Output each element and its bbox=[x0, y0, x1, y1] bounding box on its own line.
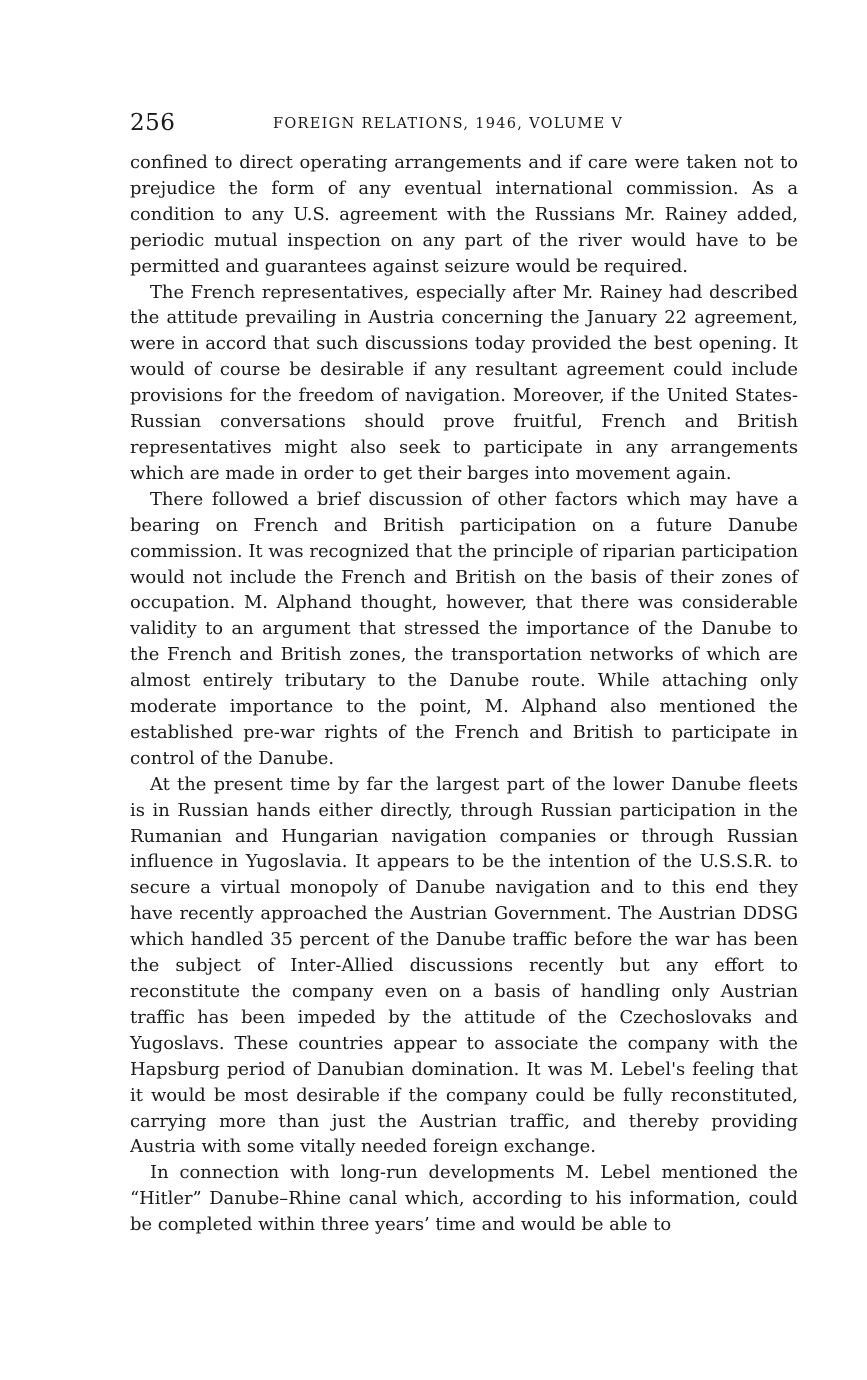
running-title: FOREIGN RELATIONS, 1946, VOLUME V bbox=[273, 116, 624, 132]
page-number: 256 bbox=[130, 110, 176, 136]
paragraph-3: There followed a brief discussion of other factors which may have a bearing on French and British participation on a future Danube commission. It was recognized that the principle of riparian participation would not include the French and British on the basis of their zones of occupation. M. Alphand thought, however, that there was considerable validity to an argument that stressed the importance of the Danube to the French and British zones, the transportation networks of which are almost entirely tributary to the Danube route. While attaching only moderate importance to the point, M. Alphand also mentioned the established pre-war rights of the French and British to participate in control of the Danube. bbox=[130, 488, 798, 769]
paragraph-5: In connection with long-run developments M. Lebel mentioned the “Hitler” Danube–Rhine canal which, according to his information, could be completed within three years’ time and would be able to bbox=[130, 1162, 798, 1236]
paragraph-2: The French representatives, especially after Mr. Rainey had described the attitude prevailing in Austria concerning the January 22 agreement, were in accord that such discussions today provided the best opening. It would of course be desirable if any resultant agreement could include provisions for the freedom of navigation. Moreover, if the United States-Russian conversations should prove fruitful, French and British representatives might also seek to participate in any arrangements which are made in order to get their barges into movement again. bbox=[130, 281, 798, 484]
paragraph-4: At the present time by far the largest part of the lower Danube fleets is in Russian hands either directly, through Russian participation in the Rumanian and Hungarian navigation companies or through Russian influence in Yugoslavia. It appears to be the intention of the U.S.S.R. to secure a virtual monopoly of Danube navigation and to this end they have recently approached the Austrian Government. The Austrian DDSG which handled 35 percent of the Danube traffic before the war has been the subject of Inter-Allied discussions recently but any effort to reconstitute the company even on a basis of handling only Austrian traffic has been impeded by the attitude of the Czechoslovaks and Yugoslavs. These countries appear to associate the company with the Hapsburg period of Danubian domination. It was M. Lebel's feeling that it would be most desirable if the company could be fully reconstituted, carrying more than just the Austrian traffic, and thereby providing Austria with some vitally needed foreign exchange. bbox=[130, 773, 798, 1158]
page-header bbox=[130, 108, 798, 142]
body-text bbox=[130, 150, 798, 1238]
paragraph-1: confined to direct operating arrangements and if care were taken not to prejudice the form of any eventual international commission. As a condition to any U.S. agreement with the Russians Mr. Rainey added, periodic mutual inspection on any part of the river would have to be permitted and guarantees against seizure would be required. bbox=[130, 152, 798, 277]
document-page bbox=[130, 108, 798, 1238]
